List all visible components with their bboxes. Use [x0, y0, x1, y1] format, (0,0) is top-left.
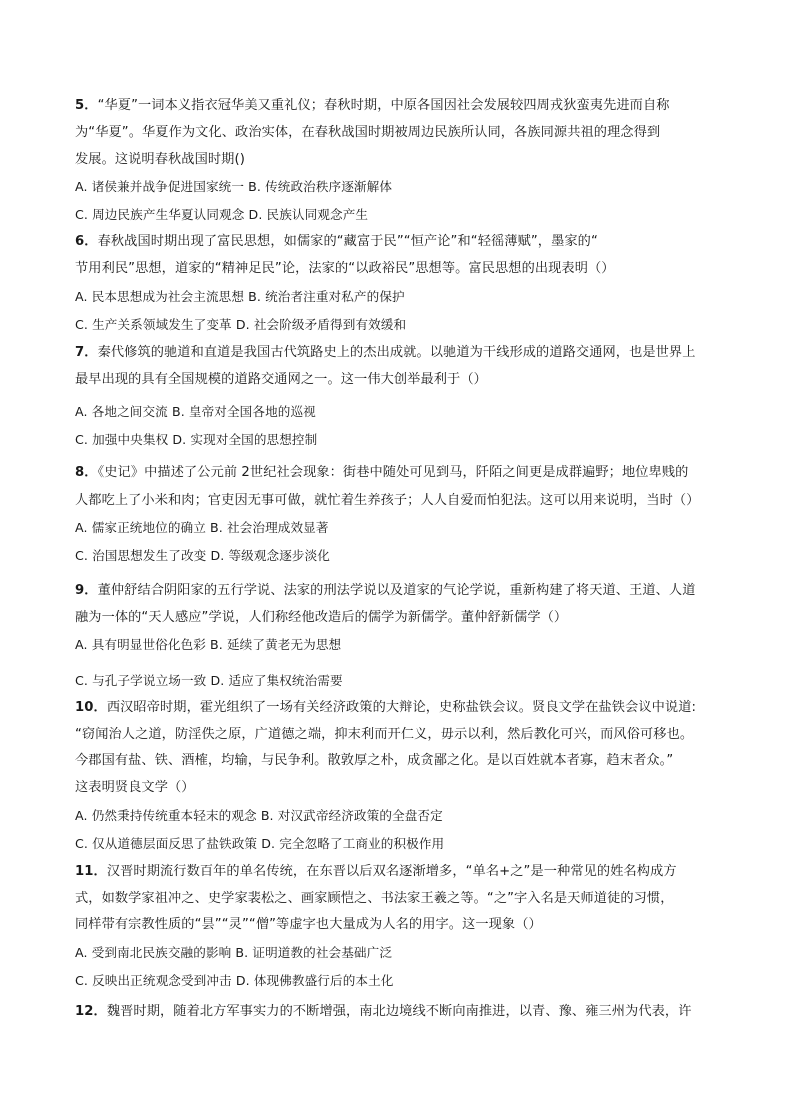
question-7-line-1 — [75, 344, 696, 362]
question-10-line-1 — [75, 699, 696, 717]
question-10-options-cd: C. 仅从道德层面反思了盐铁政策 D. 完全忽略了工商业的积极作用 — [75, 836, 445, 851]
question-8-line-1 — [75, 464, 688, 482]
question-8-options-ab: A. 儒家正统地位的确立 B. 社会治理成效显著 — [75, 520, 329, 535]
question-5-line-1 — [75, 97, 670, 115]
question-7-options-cd: C. 加强中央集权 D. 实现对全国的思想控制 — [75, 432, 318, 447]
question-5-line-3: 发展。这说明春秋战国时期() — [75, 152, 245, 167]
question-stem-text: “华夏”一词本义指衣冠华美又重礼仪；春秋时期，中原各国因社会发展较四周戎狄蛮夷先进而自称 — [97, 98, 670, 113]
question-stem-text: 汉晋时期流行数百年的单名传统，在东晋以后双名逐渐增多，“单名+之”是一种常见的姓名构成方 — [106, 864, 677, 879]
question-5-options-ab: A. 诸侯兼并战争促进国家统一 B. 传统政治秩序逐渐解体 — [75, 179, 393, 194]
question-stem-text: 春秋战国时期出现了富民思想，如儒家的“藏富于民”“恒产论”和“轻徭薄赋”，墨家的“ — [97, 234, 598, 249]
question-11-line-1 — [75, 863, 677, 881]
question-stem-text: 秦代修筑的驰道和直道是我国古代筑路史上的杰出成就。以驰道为干线形成的道路交通网，也是世界上 — [97, 345, 696, 360]
question-stem-text: 《史记》中描述了公元前 2世纪社会现象：街巷中随处可见到马，阡陌之间更是成群遍野；地位卑贱的 — [97, 465, 689, 480]
question-9-line-2: 融为一体的“天人感应”学说，人们称经他改造后的儒学为新儒学。董仲舒新儒学（） — [75, 610, 568, 625]
question-number: 5． — [75, 98, 98, 113]
question-6-options-ab: A. 民本思想成为社会主流思想 B. 统治者注重对私产的保护 — [75, 289, 405, 304]
question-8-options-cd: C. 治国思想发生了改变 D. 等级观念逐步淡化 — [75, 548, 331, 563]
question-number: 9． — [75, 583, 98, 598]
question-stem-text: 西汉昭帝时期，霍光组织了一场有关经济政策的大辩论，史称盐铁会议。贤良文学在盐铁会议中说道: — [106, 700, 697, 715]
question-10-line-3: 今郡国有盐、铁、酒榷，均输，与民争利。散敦厚之朴，成贪鄙之化。是以百姓就本者寡，趋末者众。” — [75, 753, 674, 768]
question-12-line-1 — [75, 1003, 692, 1021]
question-stem-text: 魏晋时期，随着北方军事实力的不断增强，南北边境线不断向南推进，以青、豫、雍三州为代表，许 — [106, 1004, 692, 1019]
question-5-options-cd: C. 周边民族产生华夏认同观念 D. 民族认同观念产生 — [75, 207, 369, 222]
question-number: 6． — [75, 234, 98, 249]
question-6-line-2: 节用利民”思想，道家的“精神足民”论，法家的“以政裕民”思想等。富民思想的出现表明（） — [75, 261, 615, 276]
question-number: 8． — [75, 465, 98, 480]
question-9-options-ab: A. 具有明显世俗化色彩 B. 延续了黄老无为思想 — [75, 637, 342, 652]
question-8-line-2: 人都吃上了小米和肉；官吏因无事可做，就忙着生养孩子；人人自爱而怕犯法。这可以用来说明，当时（） — [75, 493, 700, 508]
question-7-line-2: 最早出现的具有全国规模的道路交通网之一。这一伟大创举最利于（） — [75, 372, 487, 387]
question-9-line-1 — [75, 582, 696, 600]
question-5-line-2: 为“华夏”。华夏作为文化、政治实体，在春秋战国时期被周边民族所认同，各族同源共祖的理念得到 — [75, 125, 661, 140]
question-10-options-ab: A. 仍然秉持传统重本轻末的观念 B. 对汉武帝经济政策的全盘否定 — [75, 808, 443, 823]
question-11-line-3: 同样带有宗教性质的“昙”“灵”“僧”等虚字也大量成为人名的用字。这一现象（） — [75, 917, 542, 932]
question-6-line-1 — [75, 233, 598, 251]
question-6-options-cd: C. 生产关系领域发生了变革 D. 社会阶级矛盾得到有效缓和 — [75, 317, 407, 332]
question-number: 11． — [75, 864, 107, 879]
question-stem-text: 董仲舒结合阴阳家的五行学说、法家的刑法学说以及道家的气论学说，重新构建了将天道、王道、人道 — [97, 583, 696, 598]
question-9-options-cd: C. 与孔子学说立场一致 D. 适应了集权统治需要 — [75, 673, 343, 688]
question-7-options-ab: A. 各地之间交流 B. 皇帝对全国各地的巡视 — [75, 404, 316, 419]
question-11-options-ab: A. 受到南北民族交融的影响 B. 证明道教的社会基础广泛 — [75, 945, 393, 960]
question-11-line-2: 式，如数学家祖冲之、史学家裴松之、画家顾恺之、书法家王羲之等。“之”字入名是天师道徒的习惯， — [75, 891, 674, 906]
question-number: 10． — [75, 700, 107, 715]
question-10-line-2: “窃闻治人之道，防淫佚之原，广道德之端，抑末利而开仁义，毋示以利，然后教化可兴，而风俗可移也。 — [75, 727, 694, 742]
question-number: 12． — [75, 1004, 107, 1019]
question-11-options-cd: C. 反映出正统观念受到冲击 D. 体现佛教盛行后的本土化 — [75, 973, 394, 988]
question-number: 7． — [75, 345, 98, 360]
question-10-line-4: 这表明贤良文学（） — [75, 780, 195, 795]
